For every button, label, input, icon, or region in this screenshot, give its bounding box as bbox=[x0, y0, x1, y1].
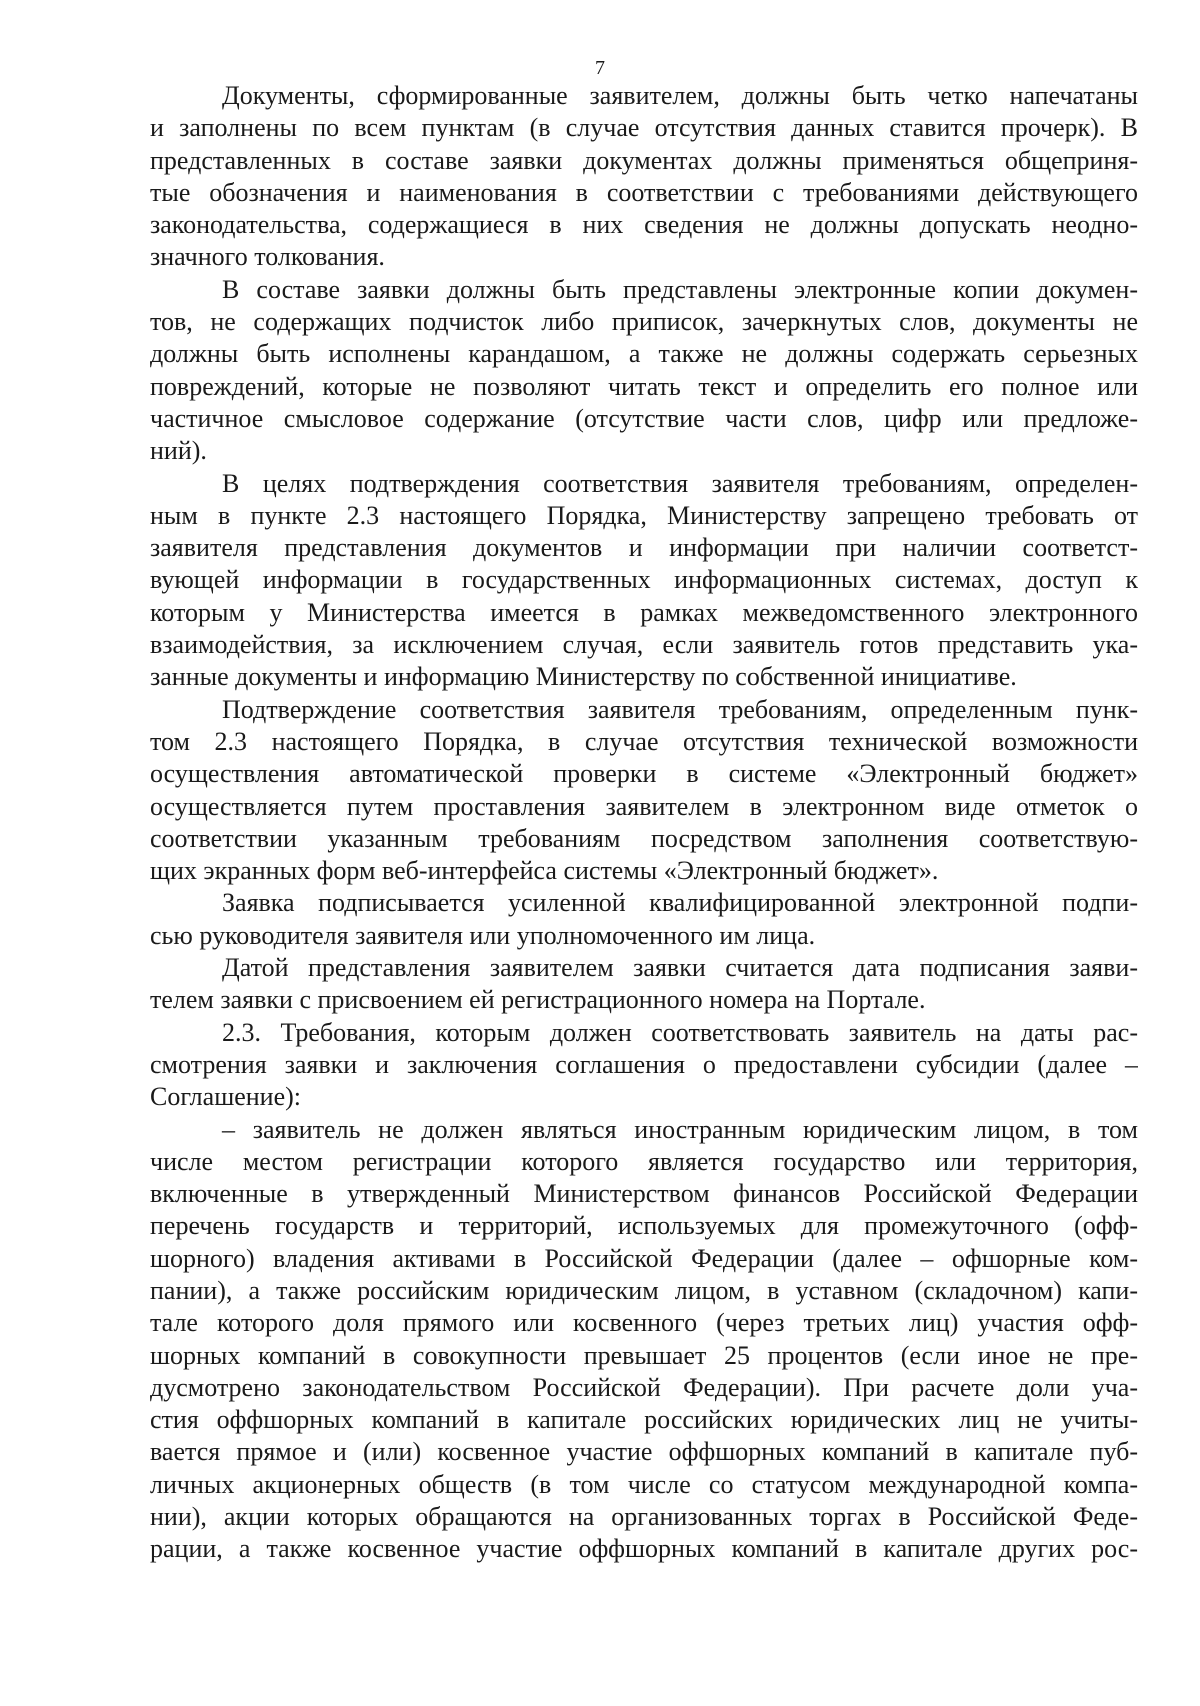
paragraph bbox=[150, 1114, 1138, 1566]
text-line: занные документы и информацию Министерству по собственной инициативе. bbox=[150, 662, 1017, 692]
text-line: 2.3. Требования, которым должен соответствовать заявитель на даты рас- bbox=[222, 1017, 1138, 1047]
text-line: значного толкования. bbox=[150, 242, 385, 272]
text-line: заявителя представления документов и информации при наличии соответст- bbox=[150, 533, 1138, 563]
text-line: Подтверждение соответствия заявителя требованиям, определенным пунк- bbox=[222, 694, 1138, 724]
text-line: включенные в утвержденный Министерством финансов Российской Федерации bbox=[150, 1179, 1138, 1209]
text-line: ным в пункте 2.3 настоящего Порядка, Министерству запрещено требовать от bbox=[150, 500, 1138, 530]
text-line: перечень государств и территорий, используемых для промежуточного (офф- bbox=[150, 1211, 1138, 1241]
paragraph bbox=[150, 1017, 1138, 1114]
text-line: В целях подтверждения соответствия заявителя требованиям, определен- bbox=[222, 468, 1138, 498]
document-body bbox=[150, 80, 1138, 1566]
text-line: тале которого доля прямого или косвенного (через третьих лиц) участия офф- bbox=[150, 1308, 1138, 1338]
text-line: дусмотрено законодательством Российской Федерации). При расчете доли уча- bbox=[150, 1372, 1138, 1402]
text-line: представленных в составе заявки документах должны применяться общеприня- bbox=[150, 145, 1138, 175]
text-line: вующей информации в государственных информационных системах, доступ к bbox=[150, 565, 1138, 595]
text-line: законодательства, содержащиеся в них сведения не должны допускать неодно- bbox=[150, 210, 1138, 240]
text-line: том 2.3 настоящего Порядка, в случае отсутствия технической возможности bbox=[150, 726, 1138, 756]
text-line: сью руководителя заявителя или уполномоченного им лица. bbox=[150, 920, 816, 950]
text-line: Документы, сформированные заявителем, должны быть четко напечатаны bbox=[222, 81, 1138, 110]
text-line: тые обозначения и наименования в соответствии с требованиями действующего bbox=[150, 177, 1138, 207]
text-line: шорного) владения активами в Российской Федерации (далее – офшорные ком- bbox=[150, 1243, 1138, 1273]
text-line: соответствии указанным требованиям посредством заполнения соответствую- bbox=[150, 823, 1138, 853]
text-line: должны быть исполнены карандашом, а также не должны содержать серьезных bbox=[150, 339, 1138, 369]
text-line: шорных компаний в совокупности превышает 25 процентов (если иное не пре- bbox=[150, 1340, 1138, 1370]
text-line: нии), акции которых обращаются на организованных торгах в Российской Феде- bbox=[150, 1502, 1138, 1532]
text-line: рации, а также косвенное участие оффшорных компаний в капитале других рос- bbox=[150, 1534, 1138, 1564]
paragraph bbox=[150, 80, 1138, 274]
text-line: пании), а также российским юридическим лицом, в уставном (складочном) капи- bbox=[150, 1275, 1138, 1305]
text-line: тов, не содержащих подчисток либо приписок, зачеркнутых слов, документы не bbox=[150, 307, 1138, 337]
text-line: числе местом регистрации которого является государство или территория, bbox=[150, 1146, 1138, 1176]
text-line: телем заявки с присвоением ей регистрационного номера на Портале. bbox=[150, 985, 926, 1015]
paragraph bbox=[150, 274, 1138, 468]
text-line: вается прямое и (или) косвенное участие оффшорных компаний в капитале пуб- bbox=[150, 1437, 1138, 1467]
text-line: Датой представления заявителем заявки считается дата подписания заяви- bbox=[222, 953, 1138, 983]
text-line: частичное смысловое содержание (отсутствие части слов, цифр или предложе- bbox=[150, 403, 1138, 433]
paragraph bbox=[150, 887, 1138, 952]
page-number: 7 bbox=[595, 57, 605, 79]
text-line: щих экранных форм веб-интерфейса системы «Электронный бюджет». bbox=[150, 856, 939, 886]
text-line: личных акционерных обществ (в том числе со статусом международной компа- bbox=[150, 1469, 1138, 1499]
paragraph bbox=[150, 694, 1138, 888]
text-line: Соглашение): bbox=[150, 1082, 302, 1112]
text-line: взаимодействия, за исключением случая, если заявитель готов представить ука- bbox=[150, 630, 1138, 660]
text-line: повреждений, которые не позволяют читать текст и определить его полное или bbox=[150, 371, 1138, 401]
text-line: осуществления автоматической проверки в системе «Электронный бюджет» bbox=[150, 759, 1138, 789]
text-line: – заявитель не должен являться иностранным юридическим лицом, в том bbox=[222, 1114, 1138, 1144]
text-line: смотрения заявки и заключения соглашения о предоставлени субсидии (далее – bbox=[150, 1049, 1138, 1079]
text-line: В составе заявки должны быть представлены электронные копии докумен- bbox=[222, 274, 1138, 304]
text-line: Заявка подписывается усиленной квалифицированной электронной подпи- bbox=[222, 888, 1138, 918]
text-line: и заполнены по всем пунктам (в случае отсутствия данных ставится прочерк). В bbox=[150, 113, 1138, 143]
text-line: которым у Министерства имеется в рамках межведомственного электронного bbox=[150, 597, 1138, 627]
paragraph bbox=[150, 952, 1138, 1017]
text-line: ний). bbox=[150, 436, 207, 466]
text-line: стия оффшорных компаний в капитале российских юридических лиц не учиты- bbox=[150, 1405, 1138, 1435]
paragraph bbox=[150, 468, 1138, 694]
text-line: осуществляется путем проставления заявителем в электронном виде отметок о bbox=[150, 791, 1138, 821]
